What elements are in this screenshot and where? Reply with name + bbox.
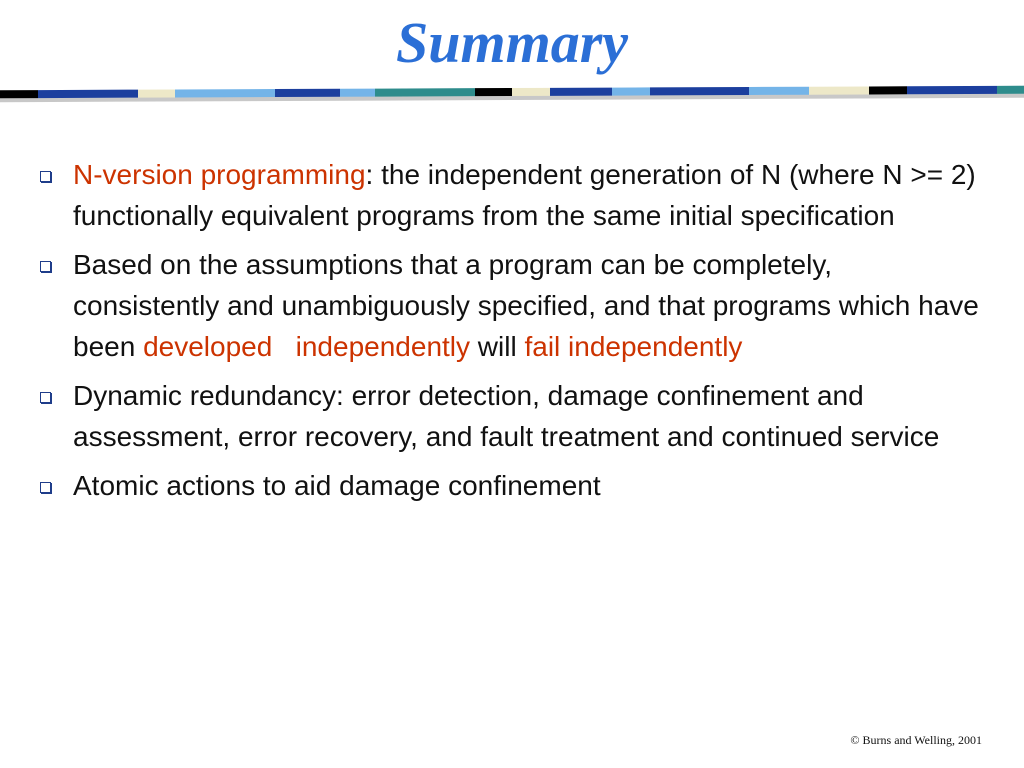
divider-segment — [550, 88, 612, 96]
divider-segment — [907, 86, 997, 94]
divider-segment — [997, 86, 1024, 94]
divider-segment — [340, 89, 375, 97]
divider-segment — [809, 86, 869, 94]
divider-segment — [0, 90, 38, 98]
square-bullet-icon — [40, 392, 51, 403]
bullet-item — [40, 154, 985, 236]
divider-segment — [749, 87, 809, 95]
bullet-text: : the independent generation of N (where N >= 2) functionally equivalent programs from the same initial specification — [73, 159, 976, 231]
copyright-footer: © Burns and Welling, 2001 — [850, 733, 982, 747]
divider-segment — [175, 89, 275, 97]
divider-segment — [38, 90, 138, 98]
bullet-list — [40, 154, 985, 514]
highlighted-text: fail independently — [524, 331, 743, 362]
bullet-item — [40, 244, 985, 367]
bullet-text: will — [470, 331, 525, 362]
divider-segment — [612, 87, 650, 95]
divider-segment — [512, 88, 550, 96]
bullet-text: Based on the assumptions that a program can be completely, consistently and unambiguously specified, and that programs which have been — [73, 249, 979, 362]
bullet-item — [40, 465, 985, 506]
highlighted-text: developed independently — [143, 331, 471, 362]
square-bullet-icon — [40, 171, 51, 182]
square-bullet-icon — [40, 482, 51, 493]
highlighted-text: N-version programming — [73, 159, 366, 190]
decorative-divider-bar — [0, 88, 1024, 102]
bullet-text: Dynamic redundancy: error detection, damage confinement and assessment, error recovery, and fault treatment and continued service — [73, 380, 940, 452]
divider-segment — [869, 86, 907, 94]
bullet-item — [40, 375, 985, 457]
divider-segment — [650, 87, 749, 95]
divider-segment — [138, 89, 175, 97]
divider-segment — [475, 88, 512, 96]
divider-segment — [375, 88, 475, 96]
bullet-text: Atomic actions to aid damage confinement — [73, 470, 601, 501]
divider-segment — [275, 89, 340, 97]
square-bullet-icon — [40, 261, 51, 272]
slide-title: Summary — [395, 10, 629, 75]
